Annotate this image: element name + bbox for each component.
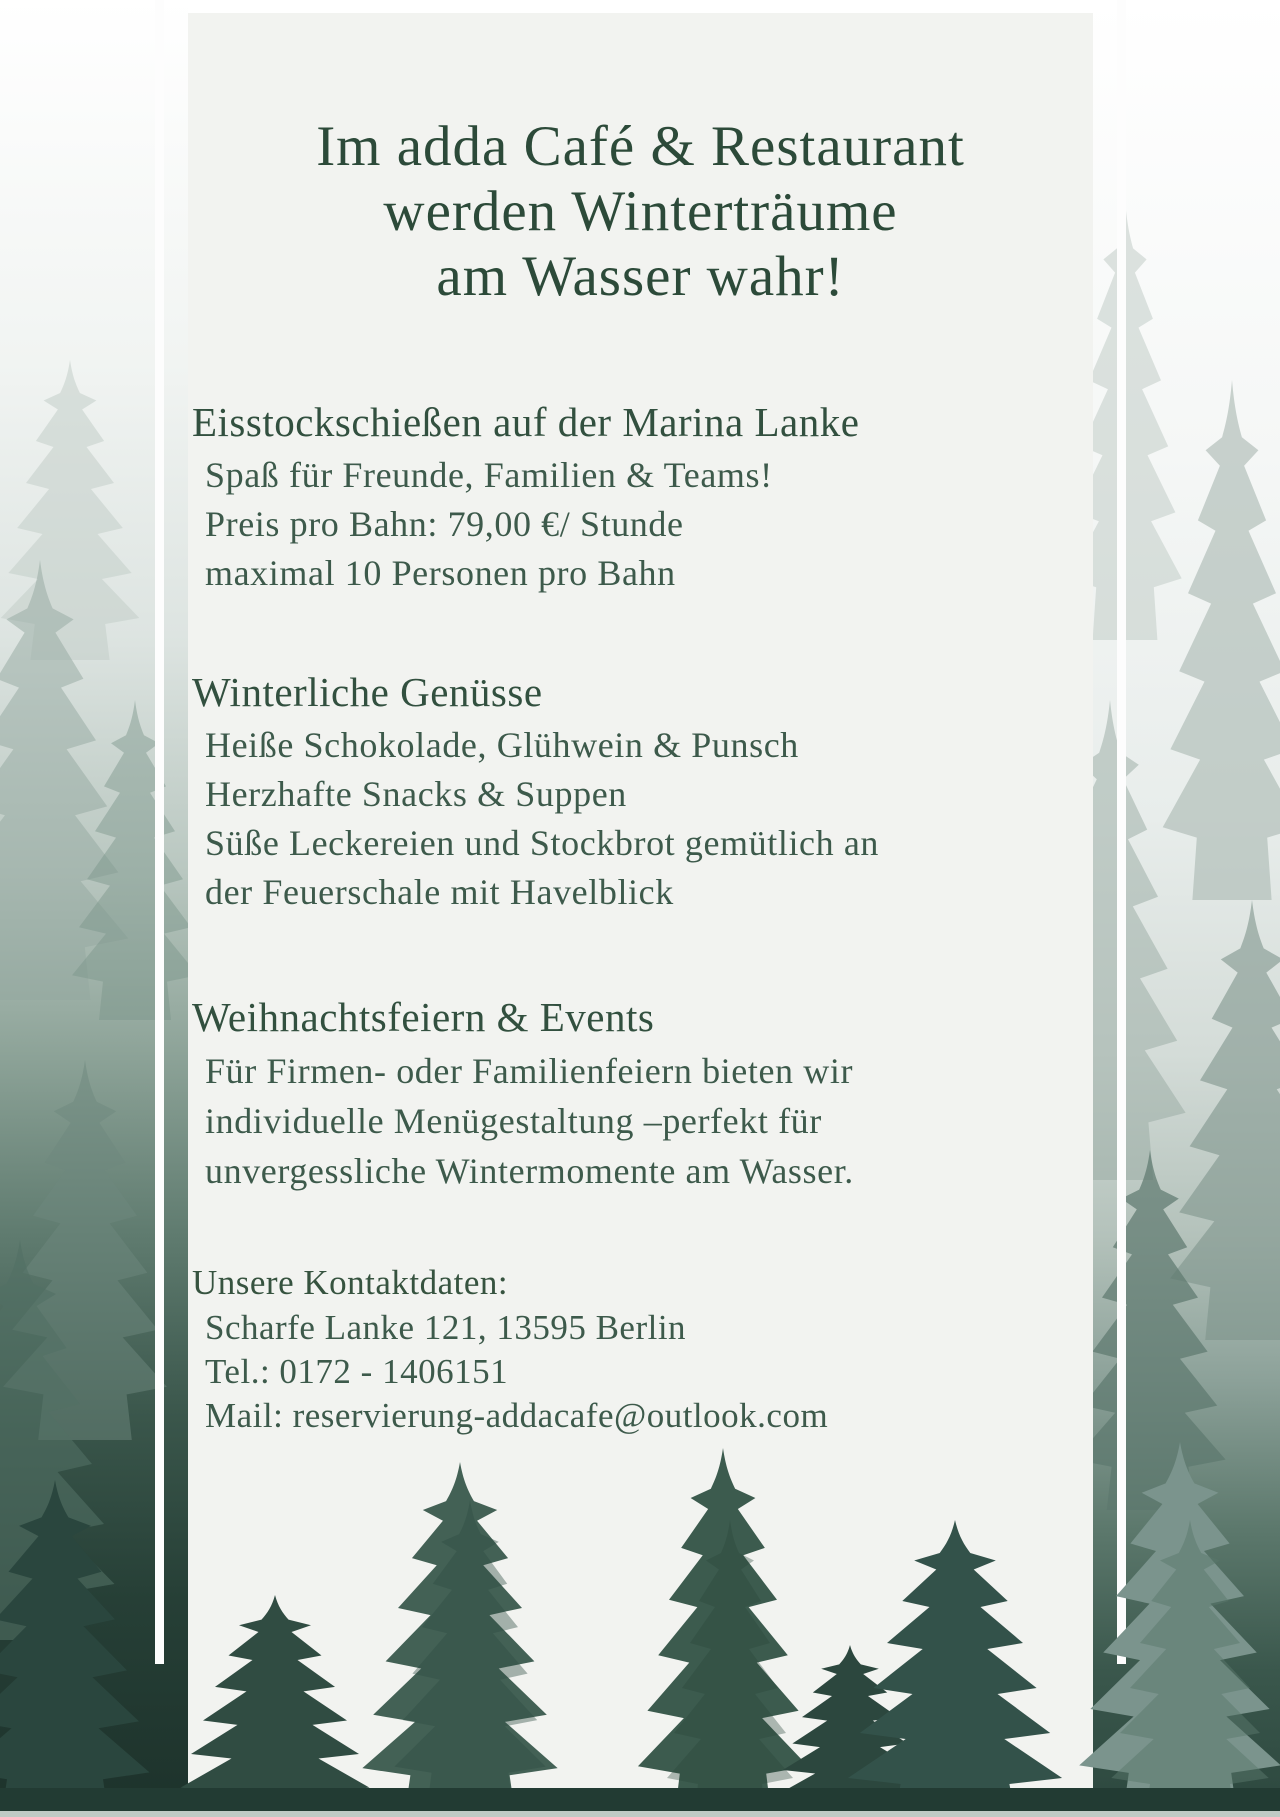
section-line: Heiße Schokolade, Glühwein & Punsch (205, 725, 799, 765)
section-winterliche-genuesse-body (205, 721, 879, 917)
section-eisstockschiessen-heading: Eisstockschießen auf der Marina Lanke (192, 399, 860, 445)
section-line: maximal 10 Personen pro Bahn (205, 553, 676, 593)
section-line: Für Firmen- oder Familienfeiern bieten wir (205, 1051, 854, 1091)
section-line: individuelle Menügestaltung –perfekt für (205, 1101, 822, 1141)
contact-phone: Tel.: 0172 - 1406151 (205, 1352, 509, 1391)
title-line-1: Im adda Café & Restaurant (316, 115, 965, 178)
title-line-2: werden Winterträume (383, 180, 898, 243)
contact-address: Scharfe Lanke 121, 13595 Berlin (205, 1308, 687, 1347)
section-line: Spaß für Freunde, Familien & Teams! (205, 455, 773, 495)
section-line: unvergessliche Wintermomente am Wasser. (205, 1151, 854, 1191)
section-eisstockschiessen-body (205, 451, 773, 598)
section-line: Herzhafte Snacks & Suppen (205, 774, 627, 814)
flyer-title (188, 114, 1093, 309)
section-line: Preis pro Bahn: 79,00 €/ Stunde (205, 504, 684, 544)
contact-heading: Unsere Kontaktdaten: (192, 1263, 509, 1302)
contact-details (205, 1306, 828, 1438)
title-line-3: am Wasser wahr! (436, 245, 845, 308)
section-weihnachtsfeiern-body (205, 1046, 854, 1196)
contact-email: Mail: reservierung-addacafe@outlook.com (205, 1396, 829, 1435)
section-weihnachtsfeiern-heading: Weihnachtsfeiern & Events (192, 994, 655, 1040)
section-line: Süße Leckereien und Stockbrot gemütlich an (205, 823, 880, 863)
section-winterliche-genuesse-heading: Winterliche Genüsse (192, 669, 543, 715)
left-forest (0, 0, 198, 1817)
section-line: der Feuerschale mit Havelblick (205, 872, 674, 912)
